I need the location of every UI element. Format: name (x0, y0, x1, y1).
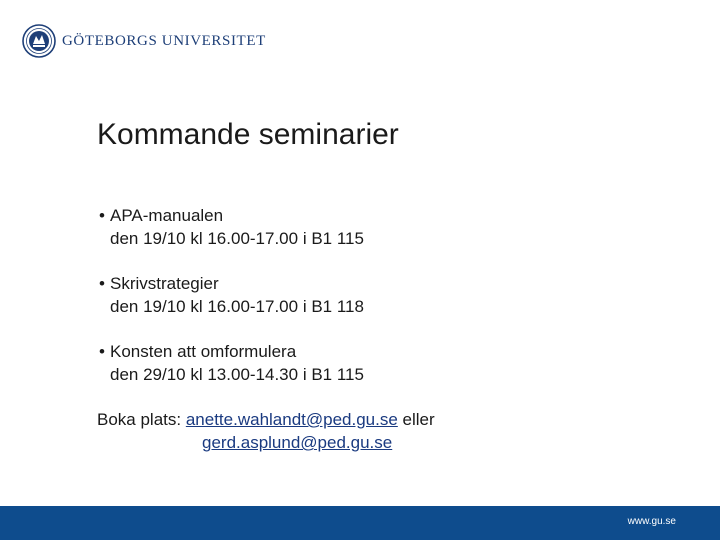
footer-bar (0, 506, 720, 540)
university-seal-icon (22, 24, 56, 58)
seminar-details: den 29/10 kl 13.00-14.30 i B1 115 (110, 365, 364, 384)
list-item (99, 204, 659, 250)
booking-info (97, 408, 435, 454)
seminar-name: Skrivstrategier (110, 274, 219, 293)
bullet-icon: • (99, 342, 105, 361)
bullet-icon: • (99, 206, 105, 225)
email-link-anette[interactable]: anette.wahlandt@ped.gu.se (185, 410, 398, 429)
booking-connector: eller (402, 410, 435, 429)
list-item (99, 272, 659, 318)
seminar-name: APA-manualen (110, 206, 224, 225)
footer-url: www.gu.se (627, 516, 676, 527)
header (22, 22, 266, 60)
seminar-name: Konsten att omformulera (110, 342, 297, 361)
seminar-details: den 19/10 kl 16.00-17.00 i B1 115 (110, 229, 364, 248)
email-link-gerd[interactable]: gerd.asplund@ped.gu.se (202, 433, 393, 452)
bullet-icon: • (99, 274, 105, 293)
booking-label: Boka plats: (97, 410, 182, 429)
list-item (99, 340, 659, 386)
university-name: GÖTEBORGS UNIVERSITET (62, 32, 266, 49)
seminar-list (99, 204, 659, 408)
slide-title: Kommande seminarier (97, 118, 399, 151)
seminar-details: den 19/10 kl 16.00-17.00 i B1 118 (110, 297, 364, 316)
